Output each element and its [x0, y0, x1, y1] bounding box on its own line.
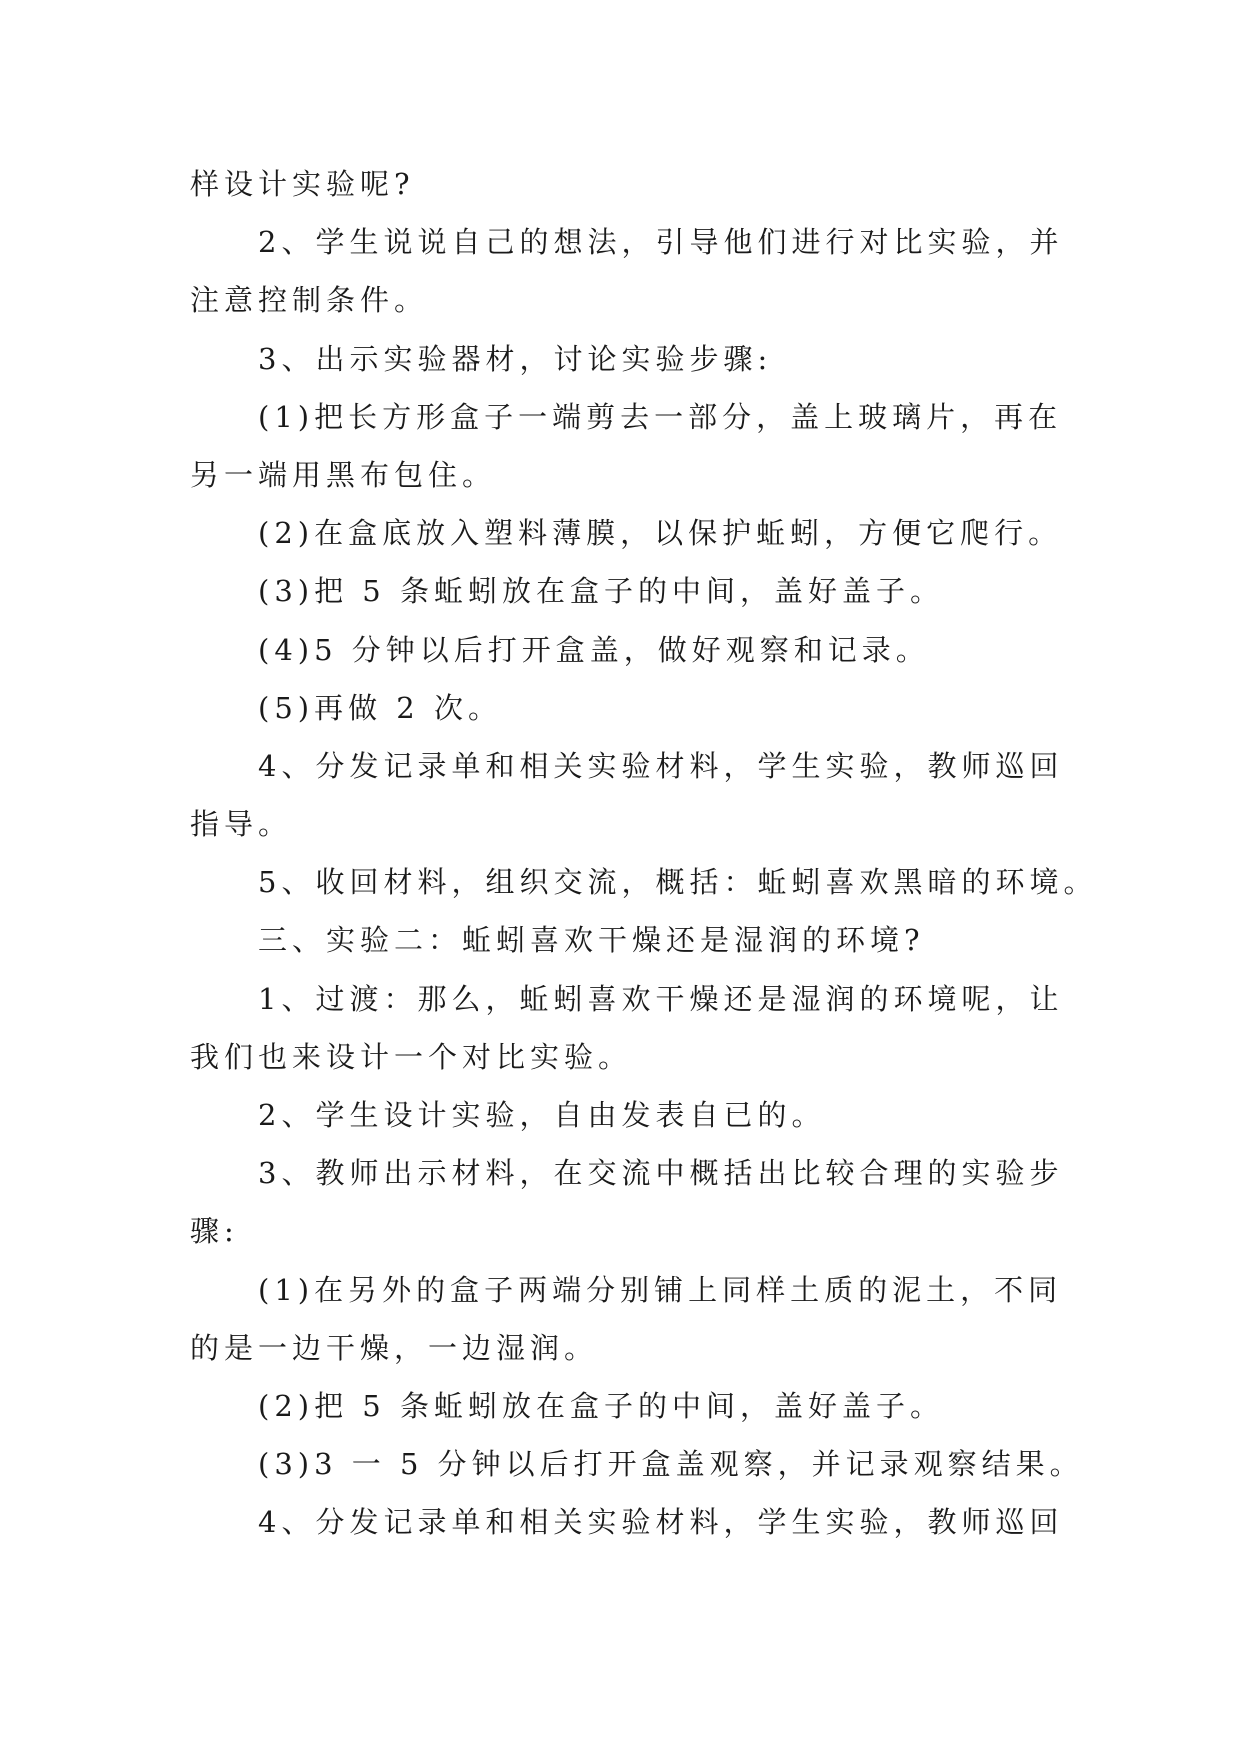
paragraph-line: 2、学生设计实验，自由发表自已的。 — [258, 1098, 826, 1132]
paragraph-line: (1)在另外的盒子两端分别铺上同样土质的泥土，不同 — [258, 1272, 1063, 1307]
paragraph-line: 1、过渡：那么，蚯蚓喜欢干燥还是湿润的环境呢，让 — [258, 981, 1064, 1016]
paragraph-line: (2)把 5 条蚯蚓放在盒子的中间，盖好盖子。 — [258, 1388, 944, 1423]
document-body — [190, 155, 1098, 1552]
section-heading: 三、实验二：蚯蚓喜欢干燥还是湿润的环境? — [258, 923, 925, 958]
paragraph-line: 3、出示实验器材，讨论实验步骤: — [258, 341, 773, 376]
paragraph-line: (2)在盒底放入塑料薄膜，以保护蚯蚓，方便它爬行。 — [258, 516, 1063, 551]
paragraph-line: 2、学生说说自己的想法，引导他们进行对比实验，并 — [258, 225, 1064, 260]
paragraph-line: (3)把 5 条蚯蚓放在盒子的中间，盖好盖子。 — [258, 574, 944, 609]
paragraph-line: (3)3 一 5 分钟以后打开盒盖观察，并记录观察结果。 — [258, 1447, 1084, 1482]
paragraph-line: 注意控制条件。 — [190, 283, 429, 318]
paragraph-line: 我们也来设计一个对比实验。 — [190, 1039, 633, 1074]
paragraph-line: 另一端用黑布包住。 — [190, 457, 497, 492]
paragraph-line: 的是一边干燥，一边湿润。 — [190, 1330, 599, 1365]
paragraph-line: 指导。 — [190, 807, 293, 842]
paragraph-line: 样设计实验呢? — [190, 167, 415, 201]
paragraph-line: (4)5 分钟以后打开盒盖，做好观察和记录。 — [258, 632, 930, 667]
paragraph-line: 5、收回材料，组织交流，概括：蚯蚓喜欢黑暗的环境。 — [258, 865, 1098, 900]
paragraph-line: 骤: — [190, 1214, 239, 1249]
paragraph-line: 4、分发记录单和相关实验材料，学生实验，教师巡回 — [258, 1505, 1064, 1540]
paragraph-line: 3、教师出示材料，在交流中概括出比较合理的实验步 — [258, 1156, 1064, 1191]
paragraph-line: (5)再做 2 次。 — [258, 690, 502, 725]
paragraph-line: (1)把长方形盒子一端剪去一部分，盖上玻璃片，再在 — [258, 399, 1063, 434]
paragraph-line: 4、分发记录单和相关实验材料，学生实验，教师巡回 — [258, 748, 1064, 783]
